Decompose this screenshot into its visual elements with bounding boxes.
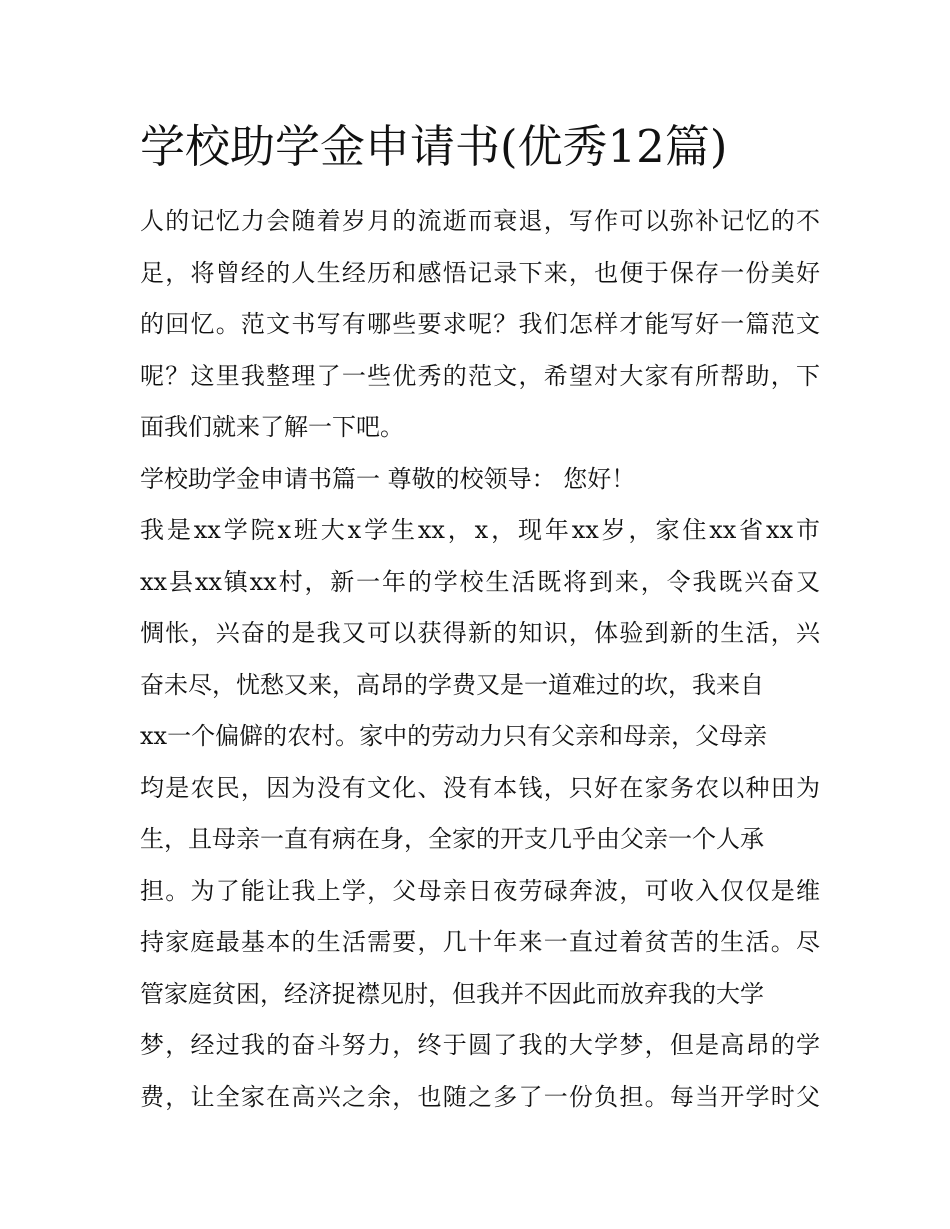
body-text-line: 持家庭最基本的生活需要，几十年来一直过着贫苦的生活。尽 — [140, 928, 820, 956]
document-body — [140, 196, 820, 1123]
body-text-line: 生，且母亲一直有病在身，全家的开支几乎由父亲一个人承 — [140, 825, 764, 853]
body-text-line: 我是xx学院x班大x学生xx，x，现年xx岁，家住xx省xx市 — [140, 516, 820, 544]
body-text-line: 足，将曾经的人生经历和感悟记录下来，也便于保存一份美好 — [140, 258, 820, 287]
body-text-line: 惆怅，兴奋的是我又可以获得新的知识，体验到新的生活，兴 — [140, 619, 820, 647]
body-text-line: xx县xx镇xx村，新一年的学校生活既将到来，令我既兴奋又 — [140, 567, 820, 596]
body-text-line: 担。为了能让我上学，父母亲日夜劳碌奔波，可收入仅仅是维 — [140, 876, 820, 905]
body-text-line: xx一个偏僻的农村。家中的劳动力只有父亲和母亲，父母亲 — [140, 722, 768, 750]
document-title: 学校助学金申请书(优秀12篇) — [140, 120, 728, 173]
body-text-line: 呢？这里我整理了一些优秀的范文，希望对大家有所帮助，下 — [140, 361, 820, 390]
body-text-line: 奋未尽，忧愁又来，高昂的学费又是一道难过的坎，我来自 — [140, 670, 764, 699]
body-text-line: 的回忆。范文书写有哪些要求呢？我们怎样才能写好一篇范文 — [140, 310, 820, 338]
body-text-line: 学校助学金申请书篇一 尊敬的校领导： 您好！ — [140, 464, 636, 493]
body-text-line: 人的记忆力会随着岁月的流逝而衰退，写作可以弥补记忆的不 — [140, 207, 820, 235]
body-text-line: 费，让全家在高兴之余，也随之多了一份负担。每当开学时父 — [140, 1082, 820, 1111]
body-text-line: 面我们就来了解一下吧。 — [140, 413, 404, 441]
body-text-line: 管家庭贫困，经济捉襟见肘，但我并不因此而放弃我的大学 — [140, 979, 764, 1008]
body-text-line: 均是农民，因为没有文化、没有本钱，只好在家务农以种田为 — [140, 773, 820, 802]
body-text-line: 梦，经过我的奋斗努力，终于圆了我的大学梦，但是高昂的学 — [140, 1031, 820, 1059]
